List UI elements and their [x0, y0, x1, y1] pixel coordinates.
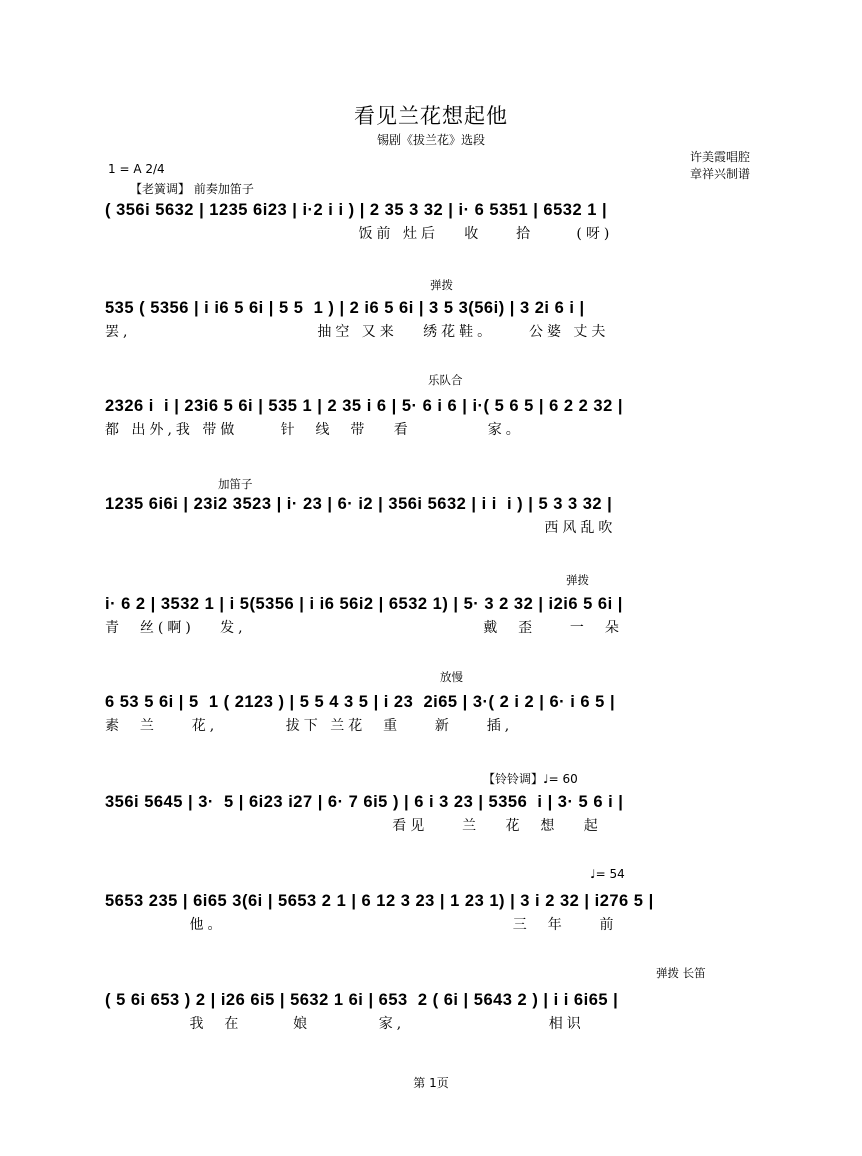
annotation-line-2: 弹拨	[430, 278, 453, 292]
annotation-line-6: 放慢	[440, 670, 463, 684]
arranger-credit: 章祥兴制谱	[690, 167, 751, 181]
notes-line-2: 535 ( 5356 | i i6 5 6i | 5 5 1 ) | 2 i6 5 6i | 3 5 3(56i) | 3 2i 6 i |	[105, 299, 585, 317]
lyrics-line-7: 看见 兰 花 想 起	[105, 818, 602, 834]
lyrics-line-2: 罢, 抽空 又来 绣花鞋。 公婆 丈夫	[105, 324, 610, 340]
notes-line-6: 6 53 5 6i | 5 1 ( 2123 ) | 5 5 4 3 5 | i 23 2i65 | 3·( 2 i 2 | 6· i 6 5 |	[105, 693, 616, 711]
notes-line-3: 2326 i i | 23i6 5 6i | 535 1 | 2 35 i 6 | 5· 6 i 6 | i·( 5 6 5 | 6 2 2 32 |	[105, 397, 623, 415]
page-title: 看见兰花想起他	[354, 104, 508, 128]
notes-line-9: ( 5 6i 653 ) 2 | i26 6i5 | 5632 1 6i | 653 2 ( 6i | 5643 2 ) | i i 6i65 |	[105, 991, 619, 1009]
page-number: 第 1页	[413, 1076, 449, 1090]
lyrics-line-8: 他。 三 年 前	[105, 917, 618, 933]
annotation-line-3: 乐队合	[428, 373, 463, 387]
notes-line-8: 5653 235 | 6i65 3(6i | 5653 2 1 | 6 12 3 23 | 1 23 1) | 3 i 2 32 | i276 5 |	[105, 892, 654, 910]
page-subtitle: 锡剧《拔兰花》选段	[376, 133, 485, 147]
notes-line-7: 356i 5645 | 3· 5 | 6i23 i27 | 6· 7 6i5 ) | 6 i 3 23 | 5356 i | 3· 5 6 i |	[105, 793, 624, 811]
score-line-7	[105, 789, 765, 837]
annotation-line-7: 【铃铃调】♩= 60	[483, 772, 578, 786]
lyrics-line-4: 西风乱吹	[105, 520, 617, 536]
score-line-1	[105, 197, 765, 245]
credits	[690, 149, 750, 183]
score-line-4	[105, 491, 765, 539]
score-line-2	[105, 295, 765, 343]
score-line-8	[105, 888, 765, 936]
lyrics-line-5: 青 丝(啊) 发, 戴 歪 一 朵	[105, 620, 623, 636]
lyrics-line-3: 都 出外,我 带做 针 线 带 看 家。	[105, 422, 524, 438]
lyrics-line-6: 素 兰 花, 拔下 兰花 重 新 插,	[105, 718, 514, 734]
annotation-line-5: 弹拨	[566, 573, 589, 587]
score-line-3	[105, 393, 765, 441]
singer-credit: 许美霞唱腔	[690, 150, 751, 164]
lyrics-line-9: 我 在 娘 家, 相识	[105, 1016, 585, 1032]
annotation-line-4: 加笛子	[218, 477, 253, 491]
key-signature: 1 = A 2/4	[108, 162, 165, 176]
score-line-9	[105, 987, 765, 1035]
score-line-5	[105, 591, 765, 639]
notes-line-5: i· 6 2 | 3532 1 | i 5(5356 | i i6 56i2 | 6532 1) | 5· 3 2 32 | i2i6 5 6i |	[105, 595, 623, 613]
tune-label: 【老簧调】 前奏加笛子	[130, 182, 254, 196]
annotation-line-8: ♩= 54	[590, 867, 625, 881]
score-line-6	[105, 689, 765, 737]
annotation-line-9: 弹拨 长笛	[656, 966, 706, 980]
notes-line-4: 1235 6i6i | 23i2 3523 | i· 23 | 6· i2 | 356i 5632 | i i i ) | 5 3 3 32 |	[105, 495, 613, 513]
notes-line-1: ( 356i 5632 | 1235 6i23 | i·2 i i ) | 2 35 3 32 | i· 6 5351 | 6532 1 |	[105, 201, 608, 219]
lyrics-line-1: 饭前 灶后 收 拾 (呀)	[105, 226, 614, 242]
